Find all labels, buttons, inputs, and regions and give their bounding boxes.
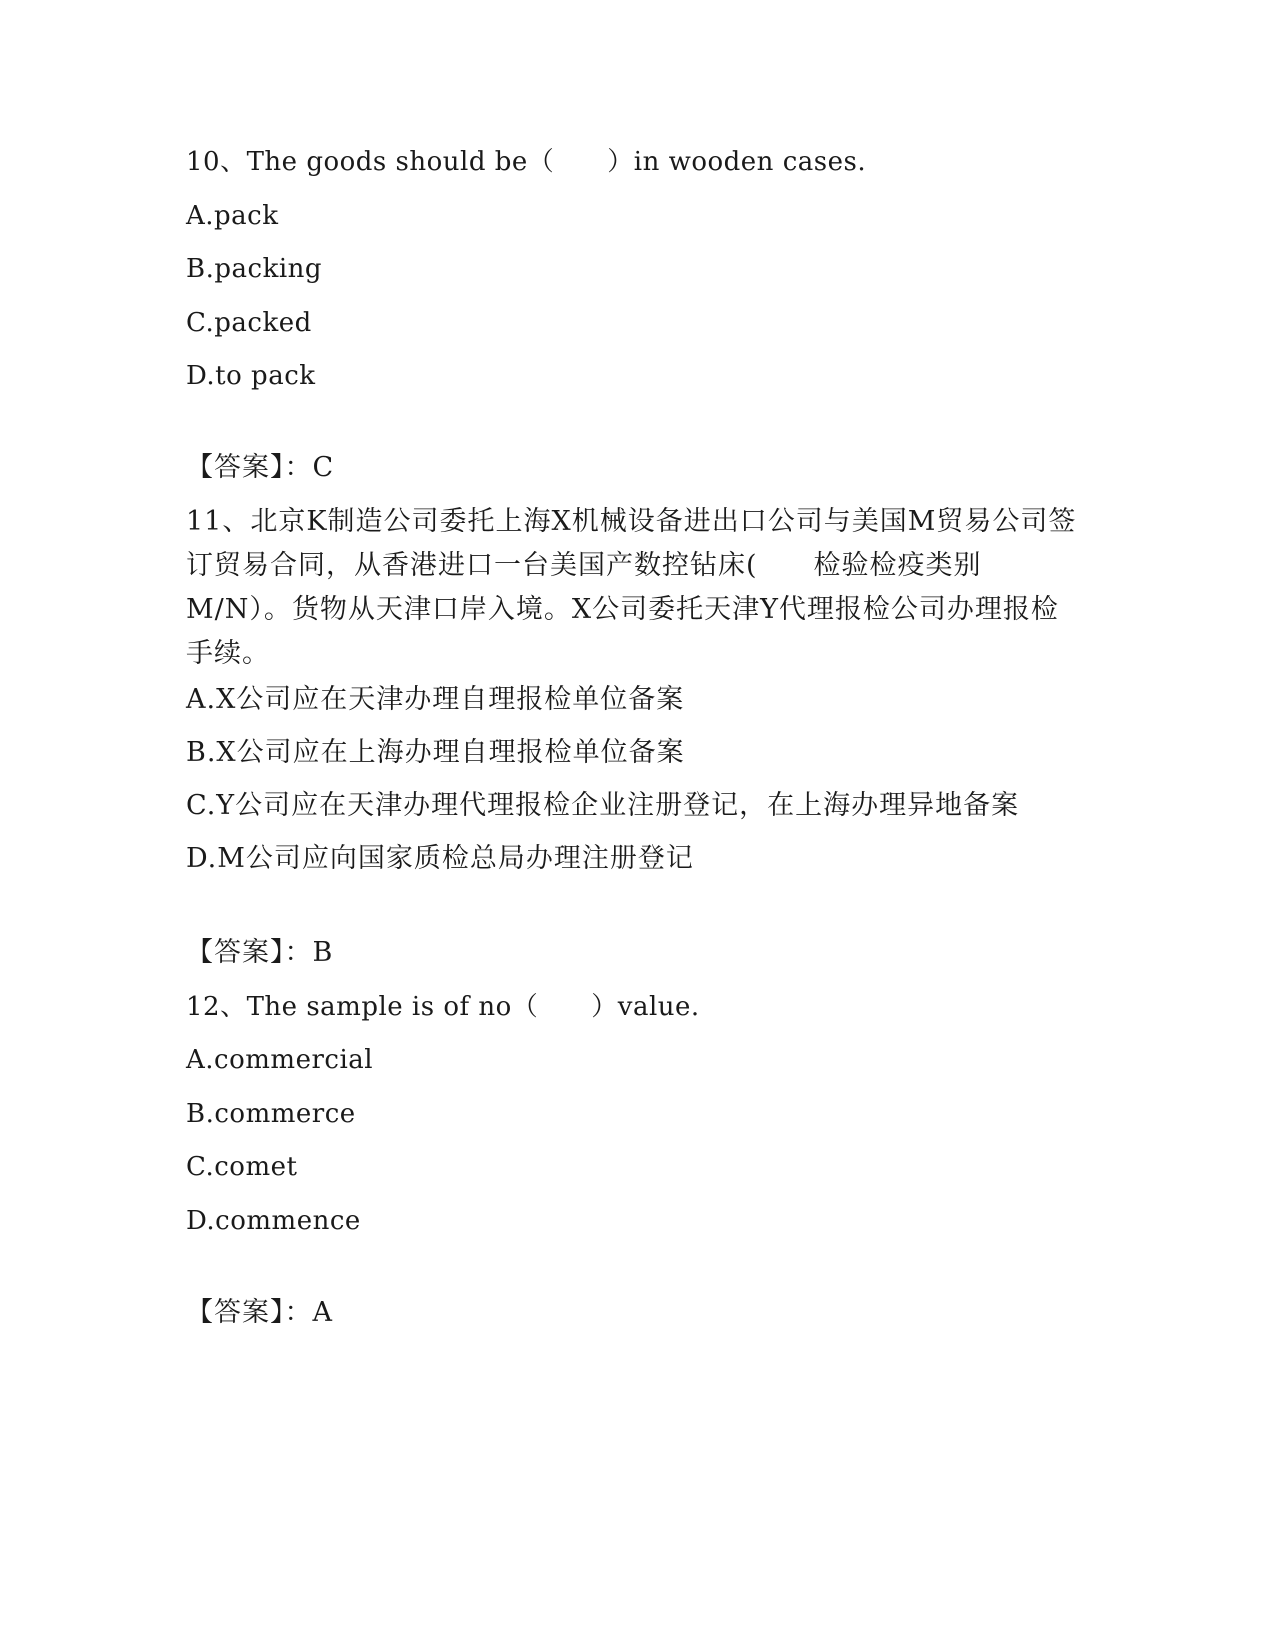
question-11-option-b: B.X公司应在上海办理自理报检单位备案 [186,737,685,768]
question-12-option-c: C.comet [186,1152,298,1182]
question-12-option-d: D.commence [186,1206,361,1236]
question-11-option-d: D.M公司应向国家质检总局办理注册登记 [186,843,694,874]
question-11-option-c: C.Y公司应在天津办理代理报检企业注册登记，在上海办理异地备案 [186,790,1020,821]
question-10-option-d: D.to pack [186,361,316,391]
question-11-stem: 11、北京K制造公司委托上海X机械设备进出口公司与美国M贸易公司签订贸易合同，从香港进口一台美国产数控钻床( 检验检疫类别M/N）。货物从天津口岸入境。X公司委托天津Y代理报检公司办理报检手续。 [186,506,1077,669]
question-12-option-a: A.commercial [186,1045,374,1075]
question-12-answer: 【答案】：A [186,1297,333,1328]
question-10-option-c: C.packed [186,308,312,338]
question-10-answer: 【答案】：C [186,452,335,483]
question-12-option-b: B.commerce [186,1099,356,1129]
question-10-option-b: B.packing [186,254,323,284]
question-11-answer: 【答案】：B [186,937,334,968]
question-10-option-a: A.pack [186,201,279,231]
question-10-stem: 10、The goods should be（ ）in wooden cases. [186,147,867,177]
question-11-option-a: A.X公司应在天津办理自理报检单位备案 [186,684,685,715]
question-12-stem: 12、The sample is of no（ ）value. [186,992,700,1022]
